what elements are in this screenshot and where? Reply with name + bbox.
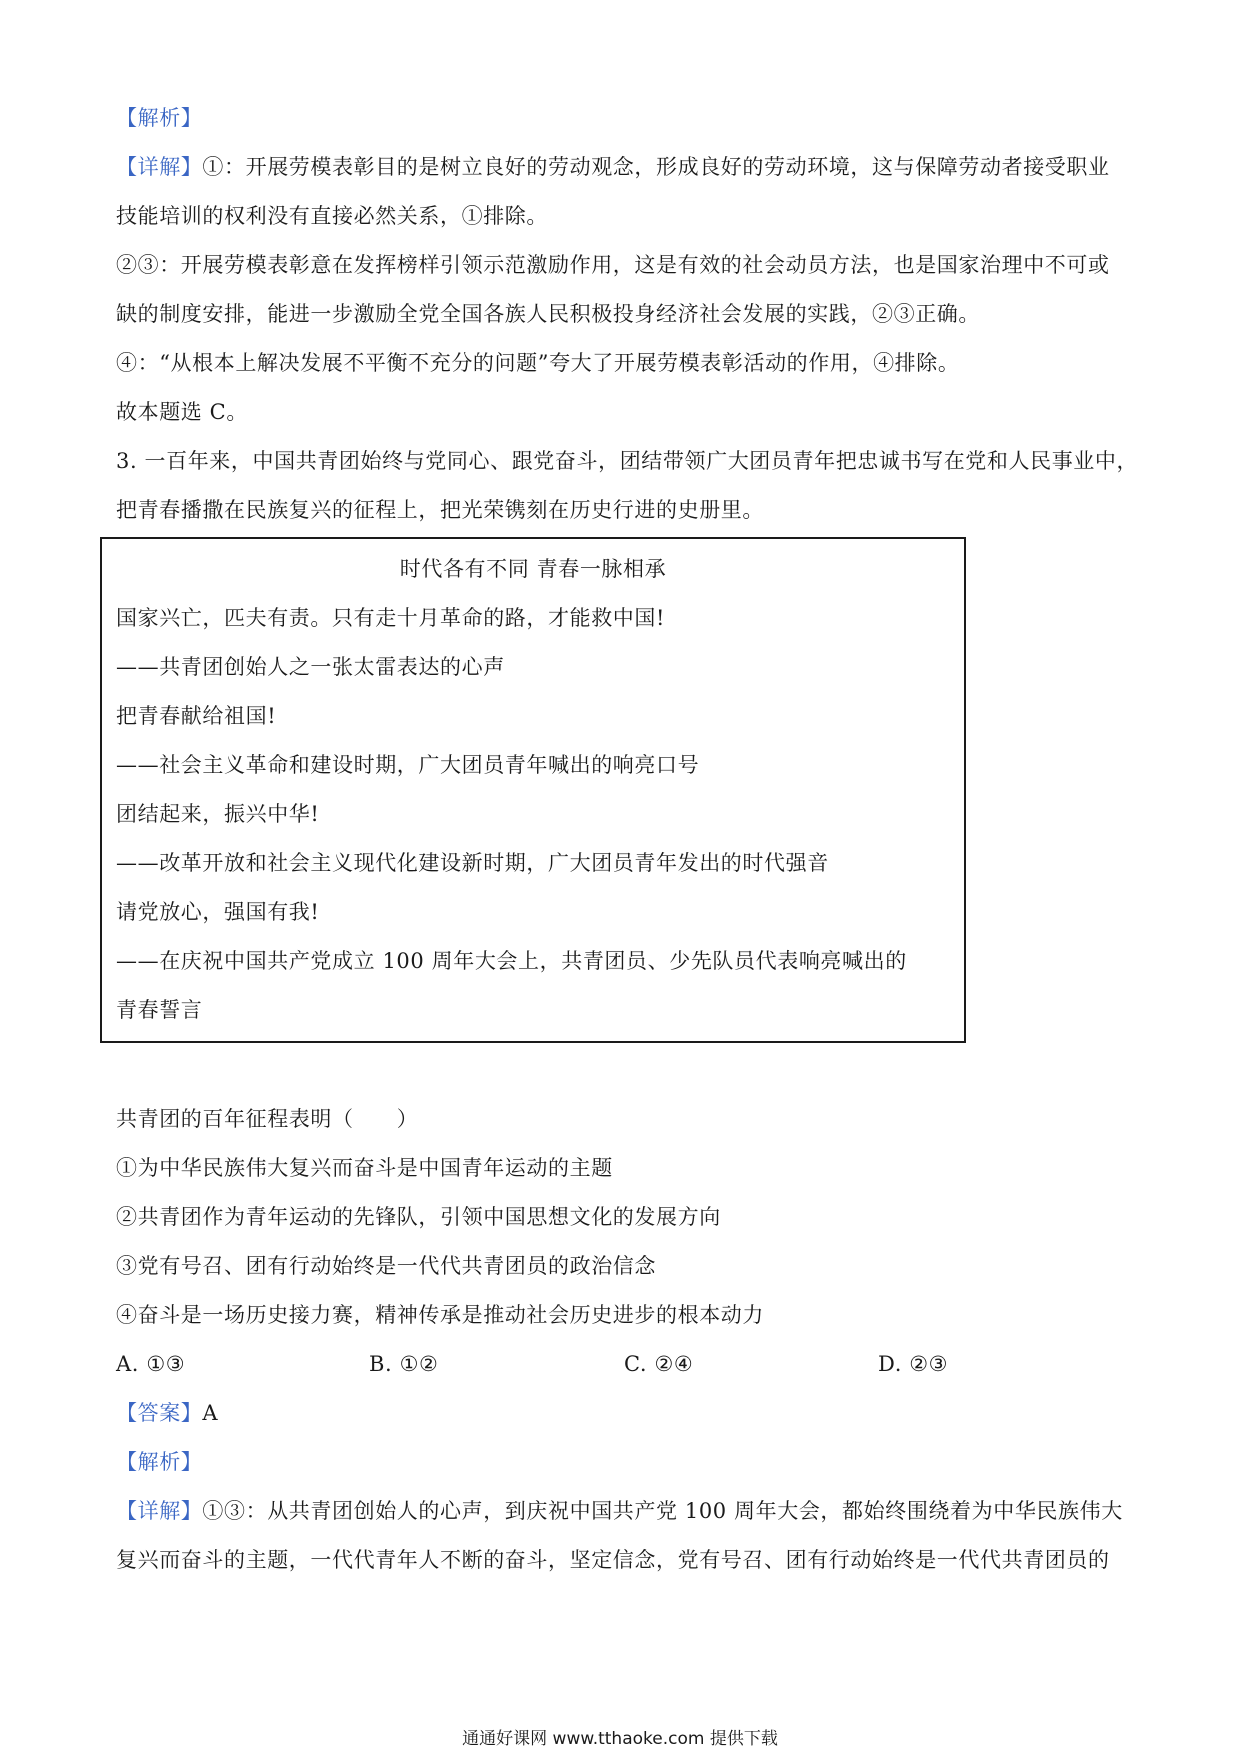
material-line: ——在庆祝中国共产党成立 100 周年大会上，共青团员、少先队员代表响亮喊出的 bbox=[116, 949, 907, 973]
detail-line: 技能培训的权利没有直接必然关系，①排除。 bbox=[116, 204, 548, 228]
detail-line bbox=[116, 152, 1110, 182]
question-text: 把青春播撒在民族复兴的征程上，把光荣镌刻在历史行进的史册里。 bbox=[116, 498, 764, 522]
detail-line: ④：“从根本上解决发展不平衡不充分的问题”夸大了开展劳模表彰活动的作用，④排除。 bbox=[116, 351, 960, 375]
answer-label: 【答案】 bbox=[116, 1401, 203, 1425]
conclusion-line: 故本题选 C。 bbox=[116, 400, 248, 424]
material-line: ——改革开放和社会主义现代化建设新时期，广大团员青年发出的时代强音 bbox=[116, 851, 829, 875]
footer-watermark: 通通好课网 www.tthaoke.com 提供下载 bbox=[462, 1729, 778, 1749]
option-c: C. ②④ bbox=[624, 1352, 694, 1376]
detail-line: 复兴而奋斗的主题，一代代青年人不断的奋斗，坚定信念，党有号召、团有行动始终是一代代共青团员的 bbox=[116, 1548, 1110, 1572]
detail-text: ①③：从共青团创始人的心声，到庆祝中国共产党 100 周年大会，都始终围绕着为中华民族伟大 bbox=[202, 1499, 1123, 1523]
option-b: B. ①② bbox=[369, 1352, 439, 1376]
option-a: A. ①③ bbox=[116, 1352, 186, 1376]
analysis-label: 【解析】 bbox=[116, 1450, 203, 1474]
statement-2: ②共青团作为青年运动的先锋队，引领中国思想文化的发展方向 bbox=[116, 1205, 721, 1229]
material-line: 团结起来，振兴中华! bbox=[116, 802, 320, 826]
answer-line bbox=[116, 1398, 218, 1428]
material-line: 国家兴亡，匹夫有责。只有走十月革命的路，才能救中国! bbox=[116, 606, 666, 630]
material-line: 把青春献给祖国! bbox=[116, 704, 277, 728]
statement-4: ④奋斗是一场历史接力赛，精神传承是推动社会历史进步的根本动力 bbox=[116, 1303, 764, 1327]
material-box bbox=[100, 537, 966, 1043]
material-line: 请党放心，强国有我! bbox=[116, 900, 320, 924]
material-line: ——社会主义革命和建设时期，广大团员青年喊出的响亮口号 bbox=[116, 753, 700, 777]
material-line: 青春誓言 bbox=[116, 998, 203, 1022]
question-stem: 共青团的百年征程表明（ ） bbox=[116, 1107, 419, 1131]
option-d: D. ②③ bbox=[878, 1352, 949, 1376]
material-title: 时代各有不同 青春一脉相承 bbox=[399, 557, 667, 581]
material-line: ——共青团创始人之一张太雷表达的心声 bbox=[116, 655, 505, 679]
statement-1: ①为中华民族伟大复兴而奋斗是中国青年运动的主题 bbox=[116, 1156, 613, 1180]
detail-line bbox=[116, 1496, 1123, 1526]
detail-line: 缺的制度安排，能进一步激励全党全国各族人民积极投身经济社会发展的实践，②③正确。 bbox=[116, 302, 980, 326]
question-text: 3. 一百年来，中国共青团始终与党同心、跟党奋斗，团结带领广大团员青年把忠诚书写在党和人民事业中， bbox=[116, 449, 1139, 473]
detail-line: ②③：开展劳模表彰意在发挥榜样引领示范激励作用，这是有效的社会动员方法，也是国家治理中不可或 bbox=[116, 253, 1110, 277]
analysis-label: 【解析】 bbox=[116, 106, 203, 130]
answer-value: A bbox=[202, 1401, 219, 1425]
detail-label: 【详解】 bbox=[116, 155, 203, 179]
detail-label: 【详解】 bbox=[116, 1499, 203, 1523]
statement-3: ③党有号召、团有行动始终是一代代共青团员的政治信念 bbox=[116, 1254, 656, 1278]
detail-text: ①：开展劳模表彰目的是树立良好的劳动观念，形成良好的劳动环境，这与保障劳动者接受职业 bbox=[202, 155, 1110, 179]
